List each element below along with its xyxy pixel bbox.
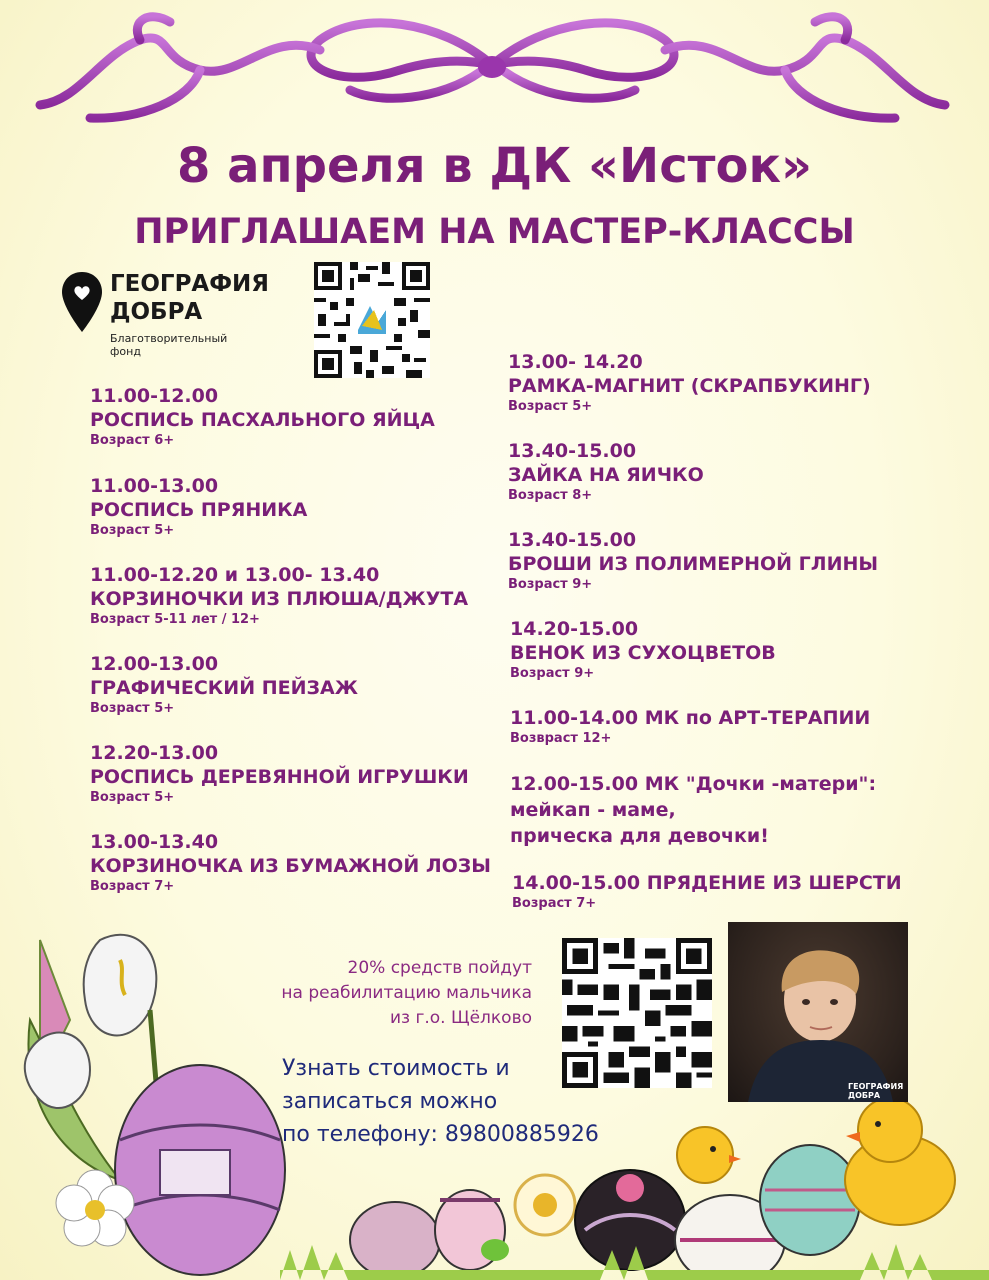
contact-line1: Узнать стоимость и xyxy=(282,1056,510,1081)
workshop-item xyxy=(508,528,948,594)
workshop-item xyxy=(508,439,948,505)
workshop-time: 13.00- 14.20 xyxy=(508,351,643,373)
workshop-name: ВЕНОК ИЗ СУХОЦВЕТОВ xyxy=(510,642,776,664)
workshop-age: Возраст 8+ xyxy=(508,488,593,503)
geography-of-good-logo xyxy=(60,268,290,368)
workshop-age: Возраст 5+ xyxy=(90,523,175,538)
workshop-time: 11.00-12.00 xyxy=(90,385,219,407)
workshop-age: Возраст 7+ xyxy=(90,879,175,894)
event-subtitle: ПРИГЛАШАЕМ НА МАСТЕР-КЛАССЫ xyxy=(134,212,855,252)
workshop-time: 12.00-13.00 xyxy=(90,653,219,675)
boy-portrait-image xyxy=(728,922,908,1102)
photo-watermark-line1: ГЕОГРАФИЯ xyxy=(848,1082,904,1091)
workshop-time: 13.40-15.00 xyxy=(508,529,637,551)
contact-line2: записаться можно xyxy=(282,1089,498,1114)
photo-watermark xyxy=(848,1082,903,1100)
workshop-item xyxy=(508,350,948,416)
logo-sub-line2: фонд xyxy=(110,345,141,358)
workshop-time: 12.20-13.00 xyxy=(90,742,219,764)
logo-sub-line1: Благотворительный xyxy=(110,332,228,345)
spinning-age: Возраст 7+ xyxy=(512,896,597,911)
workshop-item xyxy=(90,652,530,718)
contact-info xyxy=(282,1052,662,1151)
donation-line1: 20% средств пойдут xyxy=(347,958,532,978)
workshop-time: 14.20-15.00 xyxy=(510,618,639,640)
qr-code-top[interactable] xyxy=(314,262,430,378)
logo-name-line1: ГЕОГРАФИЯ xyxy=(110,271,270,297)
art-therapy-line: 11.00-14.00 МК по АРТ-ТЕРАПИИ xyxy=(510,707,871,729)
daughters-mothers-line2: мейкап - маме, xyxy=(510,799,676,821)
daughters-mothers-line3: прическа для девочки! xyxy=(510,825,769,847)
workshop-name: ГРАФИЧЕСКИЙ ПЕЙЗАЖ xyxy=(90,677,358,699)
workshop-item xyxy=(510,772,950,848)
logo-name-line2: ДОБРА xyxy=(110,299,203,325)
workshop-item xyxy=(510,706,950,748)
workshop-item xyxy=(510,617,950,683)
workshop-item xyxy=(90,830,530,896)
photo-watermark-line2: ДОБРА xyxy=(848,1091,881,1100)
donation-note xyxy=(220,956,532,1031)
donation-line2: на реабилитацию мальчика xyxy=(281,983,532,1003)
workshop-age: Возраст 5+ xyxy=(90,701,175,716)
workshop-item xyxy=(90,563,530,629)
workshop-age: Возраст 9+ xyxy=(510,666,595,681)
workshop-name: ЗАЙКА НА ЯИЧКО xyxy=(508,464,704,486)
workshop-age: Возраст 5-11 лет / 12+ xyxy=(90,612,260,627)
donation-line3: из г.о. Щёлково xyxy=(389,1008,532,1028)
workshop-item xyxy=(90,474,530,540)
spinning-line: 14.00-15.00 ПРЯДЕНИЕ ИЗ ШЕРСТИ xyxy=(512,872,902,894)
workshop-item xyxy=(90,741,530,807)
workshop-name: РОСПИСЬ ПАСХАЛЬНОГО ЯЙЦА xyxy=(90,409,435,431)
map-pin-heart-icon xyxy=(62,272,102,334)
workshop-time: 13.00-13.40 xyxy=(90,831,219,853)
workshop-name: РОСПИСЬ ПРЯНИКА xyxy=(90,499,308,521)
workshop-time: 13.40-15.00 xyxy=(508,440,637,462)
daughters-mothers-line1: 12.00-15.00 МК "Дочки -матери": xyxy=(510,773,877,795)
workshop-name: КОРЗИНОЧКИ ИЗ ПЛЮША/ДЖУТА xyxy=(90,588,469,610)
workshop-age: Возраст 9+ xyxy=(508,577,593,592)
workshop-name: БРОШИ ИЗ ПОЛИМЕРНОЙ ГЛИНЫ xyxy=(508,553,879,575)
event-title: 8 апреля в ДК «Исток» xyxy=(176,138,813,194)
contact-phone[interactable]: по телефону: 89800885926 xyxy=(282,1122,599,1147)
workshop-item xyxy=(90,384,530,450)
workshop-age: Возраст 6+ xyxy=(90,433,175,448)
workshop-name: РАМКА-МАГНИТ (СКРАПБУКИНГ) xyxy=(508,375,871,397)
workshop-age: Возраст 5+ xyxy=(90,790,175,805)
art-therapy-age: Возвраст 12+ xyxy=(510,731,612,746)
ribbon-bow-decoration xyxy=(20,10,970,138)
workshop-age: Возраст 5+ xyxy=(508,399,593,414)
boy-photo xyxy=(728,922,908,1102)
workshop-time: 11.00-12.20 и 13.00- 13.40 xyxy=(90,564,380,586)
workshop-name: КОРЗИНОЧКА ИЗ БУМАЖНОЙ ЛОЗЫ xyxy=(90,855,491,877)
workshop-time: 11.00-13.00 xyxy=(90,475,219,497)
workshop-name: РОСПИСЬ ДЕРЕВЯННОЙ ИГРУШКИ xyxy=(90,766,469,788)
